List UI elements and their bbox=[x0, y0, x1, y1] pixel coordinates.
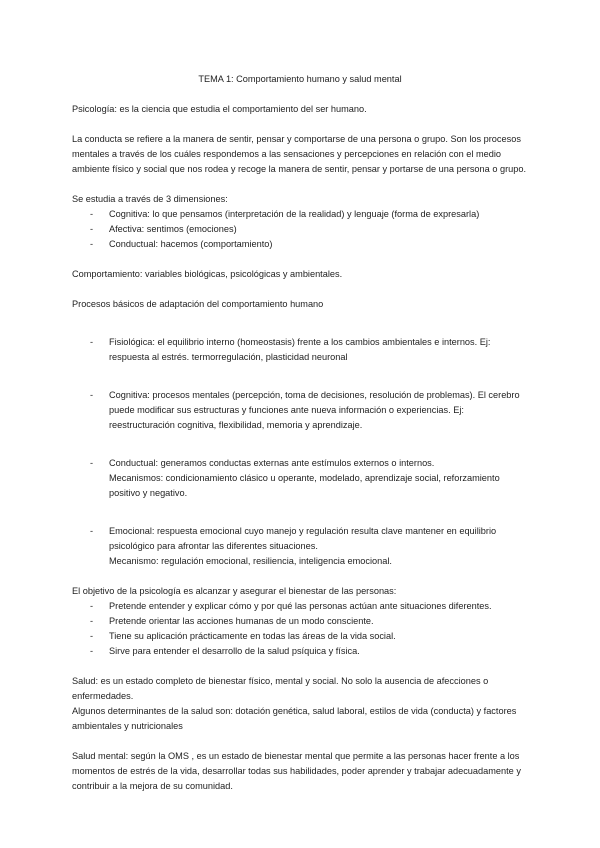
dash-bullet: - bbox=[90, 631, 94, 641]
comportamiento-definition: Comportamiento: variables biológicas, psicológicas y ambientales. bbox=[72, 269, 343, 279]
dash-bullet: - bbox=[90, 526, 94, 536]
list-item: - Cognitiva: lo que pensamos (interpretación de la realidad) y lenguaje (forma de expresarla) bbox=[72, 207, 528, 222]
list-item: - Conductual: hacemos (comportamiento) bbox=[72, 237, 528, 252]
psicologia-definition: Psicología: es la ciencia que estudia el comportamiento del ser humano. bbox=[72, 104, 367, 114]
list-item: - Pretende orientar las acciones humanas de un modo consciente. bbox=[72, 614, 528, 629]
salud-mental-definition: Salud mental: según la OMS , es un estado de bienestar mental que permite a las personas hacer frente a los momentos de estrés de la vida, desarrollar todas sus habilidades, poder aprender y trabajar adecuadamente y contribuir a la mejora de su comunidad. bbox=[72, 751, 521, 791]
document-body bbox=[72, 72, 528, 794]
objetivos-list bbox=[72, 599, 528, 659]
dash-bullet: - bbox=[90, 601, 94, 611]
list-item: - Sirve para entender el desarrollo de la salud psíquica y física. bbox=[72, 644, 528, 659]
proceso-cognitiva: - Cognitiva: procesos mentales (percepción, toma de decisiones, resolución de problemas). El cerebro puede modificar sus estructuras y funciones ante nueva información o experiencias. Ej: reestructuración cognitiva, flexibilidad, memoria y aprendizaje. bbox=[90, 390, 520, 430]
dash-bullet: - bbox=[90, 390, 94, 400]
dimensiones-intro: Se estudia a través de 3 dimensiones: bbox=[72, 194, 228, 204]
proceso-fisiologica: - Fisiológica: el equilibrio interno (homeostasis) frente a los cambios ambientales e internos. Ej: respuesta al estrés. termorregulación, plasticidad neuronal bbox=[90, 337, 491, 362]
dash-bullet: - bbox=[90, 458, 94, 468]
dash-bullet: - bbox=[90, 224, 94, 234]
list-item: - Pretende entender y explicar cómo y por qué las personas actúan ante situaciones diferentes. bbox=[72, 599, 528, 614]
determinantes-paragraph: Algunos determinantes de la salud son: dotación genética, salud laboral, estilos de vida (conducta) y factores ambientales y nutricionales bbox=[72, 706, 517, 731]
page-title: TEMA 1: Comportamiento humano y salud mental bbox=[198, 74, 402, 84]
list-item: - Tiene su aplicación prácticamente en todas las áreas de la vida social. bbox=[72, 629, 528, 644]
dash-bullet: - bbox=[90, 239, 94, 249]
objetivo-intro: El objetivo de la psicología es alcanzar y asegurar el bienestar de las personas: bbox=[72, 586, 397, 596]
dash-bullet: - bbox=[90, 209, 94, 219]
dash-bullet: - bbox=[90, 616, 94, 626]
dash-bullet: - bbox=[90, 646, 94, 656]
proceso-emocional: - Emocional: respuesta emocional cuyo manejo y regulación resulta clave mantener en equilibrio psicológico para afrontar las diferentes situaciones. Mecanismo: regulación emocional, resiliencia, inteligencia emocional. bbox=[90, 526, 497, 566]
dimensiones-list bbox=[72, 207, 528, 252]
salud-definition: Salud: es un estado completo de bienestar físico, mental y social. No solo la ausencia de afecciones o enfermedades. bbox=[72, 676, 489, 701]
procesos-title: Procesos básicos de adaptación del comportamiento humano bbox=[72, 299, 324, 309]
conducta-paragraph: La conducta se refiere a la manera de sentir, pensar y comportarse de una persona o grupo. Son los procesos mentales a través de los cuáles respondemos a las sensaciones y percepciones en relación con el medio ambiente físico y social que nos rodea y recoge la manera de sentir, pensar y portarse de una persona o grupo. bbox=[72, 134, 527, 174]
list-item: - Afectiva: sentimos (emociones) bbox=[72, 222, 528, 237]
dash-bullet: - bbox=[90, 337, 94, 347]
proceso-conductual: - Conductual: generamos conductas externas ante estímulos externos o internos. Mecanismos: condicionamiento clásico u operante, modelado, aprendizaje social, reforzamiento positivo y negativo. bbox=[90, 458, 500, 498]
